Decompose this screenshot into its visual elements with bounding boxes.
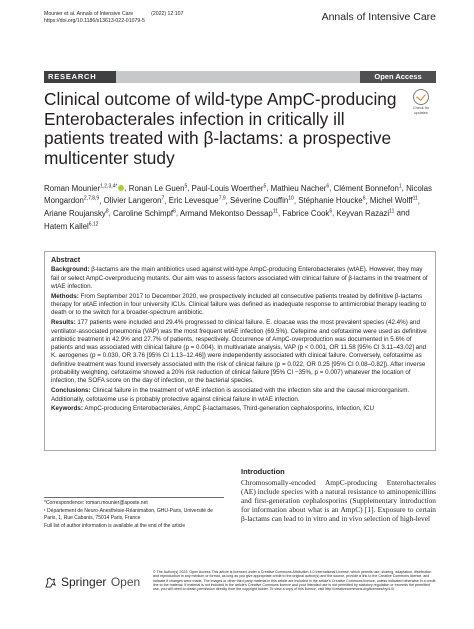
author-affiliation-marker: 11 xyxy=(389,208,395,215)
abstract-keywords: Keywords: AmpC-producing Enterobacterales, AmpC β-lactamases, Third-generation cephalosporins, Infection, ICU xyxy=(51,405,375,413)
author-name: Clément Bonnefon$^1$ xyxy=(333,183,402,193)
abstract-heading: Abstract xyxy=(51,255,81,264)
check-updates-icon xyxy=(413,89,429,105)
author-affiliation-marker: 5 xyxy=(184,183,188,189)
correspondence[interactable]: *Correspondence: roman.mounier@aposte.net xyxy=(44,500,148,506)
author-name: Séverine Couffin$^{10}$ xyxy=(230,195,294,206)
author-name: Stéphanie Houcke$^6$ xyxy=(298,195,366,206)
footnotes xyxy=(44,497,224,532)
author-name: Caroline Schimpf$^6$ xyxy=(113,208,176,218)
author-name: Roman Mounier$^{1,2,3,4*}$ xyxy=(44,184,124,193)
author-name: Nicolas Mongardon$^{2,7,8,9}$ xyxy=(44,183,432,206)
doi-link[interactable]: https://doi.org/10.1186/s13613-022-01079-5 xyxy=(44,18,145,24)
orcid-icon[interactable] xyxy=(118,185,124,191)
publisher-name: Springer xyxy=(61,575,107,589)
footnote-divider xyxy=(44,497,224,498)
introduction-section xyxy=(241,467,436,523)
introduction-heading: Introduction xyxy=(241,467,285,476)
year-page: (2022) 12:107 xyxy=(151,11,184,17)
introduction-text: Chromosomally-encoded AmpC-producing Enterobacterales (AE) include species with a natural resistance to aminopenicillins and first-generation cephalosporins (Supplementary introduction for information about what is an AmpC) [1]. Exposure to certain β-lactams can lead to in vitro and in vivo selection of high-level xyxy=(241,478,436,524)
citation-line xyxy=(44,11,201,18)
author-affiliation-marker: 11 xyxy=(272,208,279,215)
citation: Mounier et al. Annals of Intensive Care xyxy=(44,11,134,17)
research-label: RESEARCH xyxy=(44,71,116,83)
author-name: Keyvan Razazi$^{11}$ xyxy=(336,208,395,218)
abstract-methods: Methods: From September 2017 to December 2020, we prospectively included all consecutive patients treated by definitive β-lactams therapy for wtAE infection in four university ICUs. Clinical failure was defined as inadequate response to antimicrobial therapy leading to death or to the switch for a broader-spectrum antibiotic. xyxy=(51,292,427,317)
author-affiliation-marker: 8 xyxy=(105,208,109,215)
author-affiliation-marker: 10 xyxy=(288,195,294,202)
open-access-label: Open Access xyxy=(360,71,436,83)
abstract-conclusions: Conclusions: Clinical failure in the treatment of wtAE infection is associated with the infection site and the causal microorganism. Additionally, cefotaxime use is probably protective against clinical failure in wtAE infection. xyxy=(51,387,410,403)
check-updates-label: Check for updates xyxy=(412,106,430,115)
author-name: Mathieu Nacher$^6$ xyxy=(270,183,330,193)
author-name: Michel Wolff$^{11}$ xyxy=(369,195,418,206)
author-affiliation-marker: 6 xyxy=(173,208,176,215)
author-affiliation-marker: 6 xyxy=(362,195,366,202)
author-affiliation-marker: 1,2,3,4* xyxy=(100,183,118,189)
author-name: Paul-Louis Woerther$^5$ xyxy=(191,183,267,193)
abstract-background: Background: β-lactams are the main antibiotics used against wild-type AmpC-producing Enterobacterales (wtAE). However, they may fail or select AmpC-overproducing mutants. Our aim was to assess factors associated with clinical failure of β-lactams in the treatment of wtAE infection. xyxy=(51,266,428,290)
abstract-results: Results: 177 patients were included and 29.4% progressed to clinical failure. E. cloacae was the most prevalent species (42.4%) and ventilator-associated pneumonia (VAP) was the most frequent wtAE infection (69.5%). Cefepime and cefotaxime were used as definitive antibiotic treatment in 42.9% and 27.7% of patients, respectively. Occurrence of AmpC-overproduction was documented in 5.6% of patients and was associated with clinical failure (p = 0.004). In multivariate analysis, VAP (p < 0.001, OR 11.58 [95% CI 3.11–43.02] and K. aerogenes (p = 0.030, OR 3.76 [95% CI 1.13–12.46]) were independently associated with clinical failure. Conversely, cefotaxime as definitive treatment was found inversely associated with the risk of clinical failure (p = 0.022, OR 0.25 [95% CI 0.08–0.82]). After inverse probability weighting, cefotaxime showed a 20% risk reduction of clinical failure [95% CI −35%, p = 0.007) whatever the location of infection, the SOFA score on the day of infection, or the bacterial species. xyxy=(51,319,427,385)
author-list: Roman Mounier$^{1,2,3,4*}$ , Ronan Le Guen$^5$, Paul-Louis Woerther$^5$, Mathieu Nacher$^6$, Clément Bonnefon$^1$, Nicolas Mongardon$^{2,7,8,9}$, Olivier Langeron$^7$, Eric Levesque$^{7,9}$, Séverine Couffin$^{10}$, Stéphanie Houcke$^6$, Michel Wolff$^{11}$, Ariane Roujansky$^8$, Caroline Schimpf$^6$, Armand Mekontso Dessap$^{11}$, Fabrice Cook$^6$, Keyvan Razazi$^{11}$ and Hatem Kallel$^{6,12}$ xyxy=(44,183,432,231)
author-name: Ariane Roujansky$^8$ xyxy=(44,208,109,218)
author-affiliation-marker: 6 xyxy=(326,183,330,189)
author-affiliation-marker: 2,7,8,9 xyxy=(83,195,100,202)
article-title: Clinical outcome of wild-type AmpC-producing Enterobacterales infection in critically ill patients treated with β-lactams: a prospective multicenter study xyxy=(44,89,397,168)
publisher-open: Open xyxy=(110,575,141,589)
springer-horse-icon xyxy=(44,576,57,589)
publisher-logo xyxy=(44,573,140,591)
author-affiliation-marker: 5 xyxy=(263,183,267,189)
author-affiliation-marker: 11 xyxy=(412,195,418,202)
license-text: © The Author(s) 2022. Open Access This article is licensed under a Creative Commons Attribution 4.0 International License, which permits use, sharing, adaptation, distribution and reproduction in any medium or format, as long as you give appropriate credit to the original author(s) and the source, provide a link to the Creative Commons licence, and indicate if changes were made. The images or other third party material in this article are included in the article's Creative Commons licence, unless indicated otherwise in a credit line to the material. If material is not included in the article's Creative Commons licence and your intended use is not permitted by statutory regulation or exceeds the permitted use, you will need to obtain permission directly from the copyright holder. To view a copy of this licence, visit http://creativecommons.org/licenses/by/4.0/. xyxy=(153,570,436,592)
author-affiliation-marker: 7,9 xyxy=(218,195,226,202)
article-meta xyxy=(44,11,201,25)
abstract-box xyxy=(44,251,436,451)
author-name: Armand Mekontso Dessap$^{11}$ xyxy=(179,208,279,218)
affiliation: ¹ Département de Neuro-Anesthésie-Réanimation, GHU-Paris, Université de Paris, 1, Rue Cabanis, 75014 Paris, France xyxy=(44,508,213,521)
author-info-note: Full list of author information is available at the end of the article xyxy=(44,523,186,530)
journal-name: Annals of Intensive Care xyxy=(321,11,436,23)
author-affiliation-marker: 1 xyxy=(398,183,402,189)
author-name: Ronan Le Guen$^5$ xyxy=(128,183,188,193)
author-name: Eric Levesque$^{7,9}$ xyxy=(168,195,226,206)
author-name: Olivier Langeron$^7$ xyxy=(103,195,165,206)
author-affiliation-marker: 7 xyxy=(161,195,165,202)
author-affiliation-marker: 6,12 xyxy=(88,220,99,227)
check-for-updates-button[interactable] xyxy=(408,89,434,115)
article-type-banner xyxy=(44,71,436,83)
author-name: Fabrice Cook$^6$ xyxy=(282,208,333,218)
author-name: Hatem Kallel$^{6,12}$ xyxy=(44,220,99,231)
author-affiliation-marker: 6 xyxy=(329,208,333,215)
